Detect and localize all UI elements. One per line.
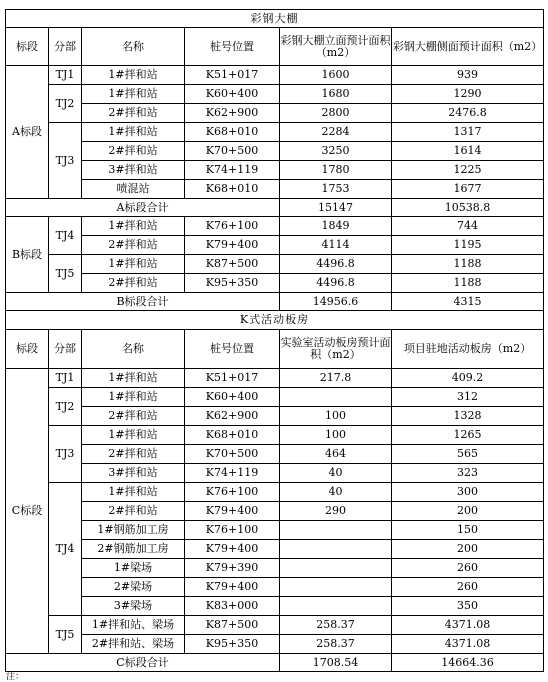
value-cell: 1328 [392, 407, 544, 426]
name-cell: 1#拌和站 [82, 426, 185, 445]
total-value: 15147 [280, 199, 392, 217]
name-cell: 1#梁场 [82, 559, 185, 578]
value-cell: 1317 [392, 123, 544, 142]
station-cell: K68+010 [185, 180, 280, 199]
column-header: 彩钢大棚立面预计面积（m2） [280, 28, 392, 66]
value-cell: 40 [280, 464, 392, 483]
table-body [6, 10, 544, 672]
column-header: 名称 [82, 28, 185, 66]
section-title-row [6, 311, 544, 330]
station-cell: K83+000 [185, 597, 280, 616]
name-cell: 2#拌和站 [82, 274, 185, 293]
value-cell: 350 [392, 597, 544, 616]
name-cell: 1#拌和站 [82, 369, 185, 388]
table-row [6, 161, 544, 180]
station-cell: K74+119 [185, 464, 280, 483]
value-cell: 1680 [280, 85, 392, 104]
value-cell [280, 578, 392, 597]
value-cell: 312 [392, 388, 544, 407]
total-value: 14664.36 [392, 654, 544, 672]
value-cell: 2284 [280, 123, 392, 142]
header-row [6, 28, 544, 66]
value-cell: 1188 [392, 274, 544, 293]
table-row [6, 66, 544, 85]
station-cell: K87+500 [185, 616, 280, 635]
segment-cell: B标段 [6, 217, 49, 293]
division-cell: TJ1 [49, 66, 82, 85]
table-row [6, 445, 544, 464]
table-row [6, 217, 544, 236]
station-cell: K68+010 [185, 426, 280, 445]
column-header: 名称 [82, 330, 185, 369]
value-cell: 744 [392, 217, 544, 236]
value-cell: 100 [280, 426, 392, 445]
value-cell: 2476.8 [392, 104, 544, 123]
value-cell: 258.37 [280, 616, 392, 635]
section-title: 彩钢大棚 [6, 10, 544, 28]
name-cell: 1#拌和站 [82, 123, 185, 142]
column-header: 分部 [49, 28, 82, 66]
value-cell: 150 [392, 521, 544, 540]
total-row [6, 293, 544, 311]
name-cell: 喷混站 [82, 180, 185, 199]
name-cell: 1#拌和站 [82, 388, 185, 407]
value-cell: 258.37 [280, 635, 392, 654]
value-cell: 100 [280, 407, 392, 426]
value-cell: 1677 [392, 180, 544, 199]
value-cell: 200 [392, 502, 544, 521]
station-cell: K74+119 [185, 161, 280, 180]
division-cell: TJ5 [49, 616, 82, 654]
division-cell: TJ2 [49, 85, 82, 123]
table-row [6, 483, 544, 502]
station-cell: K70+500 [185, 445, 280, 464]
value-cell: 290 [280, 502, 392, 521]
value-cell: 939 [392, 66, 544, 85]
name-cell: 3#梁场 [82, 597, 185, 616]
name-cell: 2#拌和站、梁场 [82, 635, 185, 654]
column-header: 桩号位置 [185, 330, 280, 369]
station-cell: K79+400 [185, 236, 280, 255]
value-cell [280, 521, 392, 540]
name-cell: 2#拌和站 [82, 407, 185, 426]
value-cell: 1265 [392, 426, 544, 445]
value-cell: 4371.08 [392, 616, 544, 635]
station-cell: K60+400 [185, 388, 280, 407]
name-cell: 1#拌和站 [82, 255, 185, 274]
station-cell: K76+100 [185, 483, 280, 502]
table-row [6, 578, 544, 597]
table-row [6, 104, 544, 123]
column-header: 分部 [49, 330, 82, 369]
value-cell [280, 388, 392, 407]
station-cell: K95+350 [185, 635, 280, 654]
column-header: 实验室活动板房预计面积（m2） [280, 330, 392, 369]
total-value: 4315 [392, 293, 544, 311]
station-cell: K62+900 [185, 407, 280, 426]
station-cell: K60+400 [185, 85, 280, 104]
name-cell: 1#拌和站 [82, 85, 185, 104]
table-row [6, 540, 544, 559]
table-row [6, 180, 544, 199]
name-cell: 2#梁场 [82, 578, 185, 597]
name-cell: 2#拌和站 [82, 142, 185, 161]
division-cell: TJ5 [49, 255, 82, 293]
value-cell: 1614 [392, 142, 544, 161]
table-row [6, 236, 544, 255]
table-row [6, 255, 544, 274]
total-row [6, 654, 544, 672]
total-label: B标段合计 [6, 293, 280, 311]
value-cell: 1780 [280, 161, 392, 180]
table-row [6, 502, 544, 521]
station-cell: K79+390 [185, 559, 280, 578]
value-cell: 1753 [280, 180, 392, 199]
name-cell: 3#拌和站 [82, 464, 185, 483]
value-cell: 1600 [280, 66, 392, 85]
name-cell: 1#拌和站 [82, 483, 185, 502]
value-cell: 4114 [280, 236, 392, 255]
station-cell: K79+400 [185, 578, 280, 597]
value-cell: 40 [280, 483, 392, 502]
table-row [6, 464, 544, 483]
value-cell [280, 559, 392, 578]
division-cell: TJ4 [49, 217, 82, 255]
value-cell: 323 [392, 464, 544, 483]
table-row [6, 85, 544, 104]
column-header: 标段 [6, 330, 49, 369]
segment-cell: A标段 [6, 66, 49, 199]
value-cell: 4496.8 [280, 274, 392, 293]
section-title: K式活动板房 [6, 311, 544, 330]
name-cell: 2#拌和站 [82, 236, 185, 255]
value-cell: 1849 [280, 217, 392, 236]
total-label: C标段合计 [6, 654, 280, 672]
column-header: 彩钢大棚侧面预计面积（m2） [392, 28, 544, 66]
division-cell: TJ3 [49, 123, 82, 199]
station-cell: K87+500 [185, 255, 280, 274]
value-cell: 1195 [392, 236, 544, 255]
column-header: 桩号位置 [185, 28, 280, 66]
table-row [6, 388, 544, 407]
segment-cell: C标段 [6, 369, 49, 654]
value-cell: 409.2 [392, 369, 544, 388]
total-label: A标段合计 [6, 199, 280, 217]
station-cell: K62+900 [185, 104, 280, 123]
division-cell: TJ1 [49, 369, 82, 388]
table-row [6, 426, 544, 445]
station-cell: K51+017 [185, 369, 280, 388]
value-cell: 1188 [392, 255, 544, 274]
total-value: 1708.54 [280, 654, 392, 672]
value-cell: 1225 [392, 161, 544, 180]
header-row [6, 330, 544, 369]
station-cell: K70+500 [185, 142, 280, 161]
value-cell: 4496.8 [280, 255, 392, 274]
table-row [6, 597, 544, 616]
name-cell: 1#钢筋加工房 [82, 521, 185, 540]
name-cell: 2#拌和站 [82, 445, 185, 464]
total-value: 10538.8 [392, 199, 544, 217]
name-cell: 3#拌和站 [82, 161, 185, 180]
value-cell: 217.8 [280, 369, 392, 388]
division-cell: TJ2 [49, 388, 82, 426]
value-cell [280, 597, 392, 616]
value-cell: 260 [392, 559, 544, 578]
table-row [6, 142, 544, 161]
station-cell: K79+400 [185, 540, 280, 559]
table-row [6, 559, 544, 578]
table-note: 注： [6, 672, 25, 682]
table-row [6, 123, 544, 142]
total-value: 14956.6 [280, 293, 392, 311]
division-cell: TJ3 [49, 426, 82, 483]
station-cell: K51+017 [185, 66, 280, 85]
value-cell: 260 [392, 578, 544, 597]
value-cell [280, 540, 392, 559]
name-cell: 2#拌和站 [82, 104, 185, 123]
station-cell: K79+400 [185, 502, 280, 521]
station-cell: K76+100 [185, 217, 280, 236]
total-row [6, 199, 544, 217]
column-header: 标段 [6, 28, 49, 66]
station-cell: K95+350 [185, 274, 280, 293]
name-cell: 2#钢筋加工房 [82, 540, 185, 559]
station-cell: K76+100 [185, 521, 280, 540]
name-cell: 1#拌和站 [82, 66, 185, 85]
table-row [6, 407, 544, 426]
column-header: 项目驻地活动板房（m2） [392, 330, 544, 369]
table-row [6, 616, 544, 635]
facility-area-table [5, 9, 544, 672]
value-cell: 3250 [280, 142, 392, 161]
value-cell: 300 [392, 483, 544, 502]
value-cell: 565 [392, 445, 544, 464]
value-cell: 464 [280, 445, 392, 464]
section-title-row [6, 10, 544, 28]
name-cell: 1#拌和站、梁场 [82, 616, 185, 635]
table-row [6, 369, 544, 388]
value-cell: 2800 [280, 104, 392, 123]
station-cell: K68+010 [185, 123, 280, 142]
table-row [6, 635, 544, 654]
name-cell: 1#拌和站 [82, 217, 185, 236]
value-cell: 4371.08 [392, 635, 544, 654]
table-row [6, 521, 544, 540]
value-cell: 1290 [392, 85, 544, 104]
division-cell: TJ4 [49, 483, 82, 616]
value-cell: 200 [392, 540, 544, 559]
table-row [6, 274, 544, 293]
name-cell: 2#拌和站 [82, 502, 185, 521]
